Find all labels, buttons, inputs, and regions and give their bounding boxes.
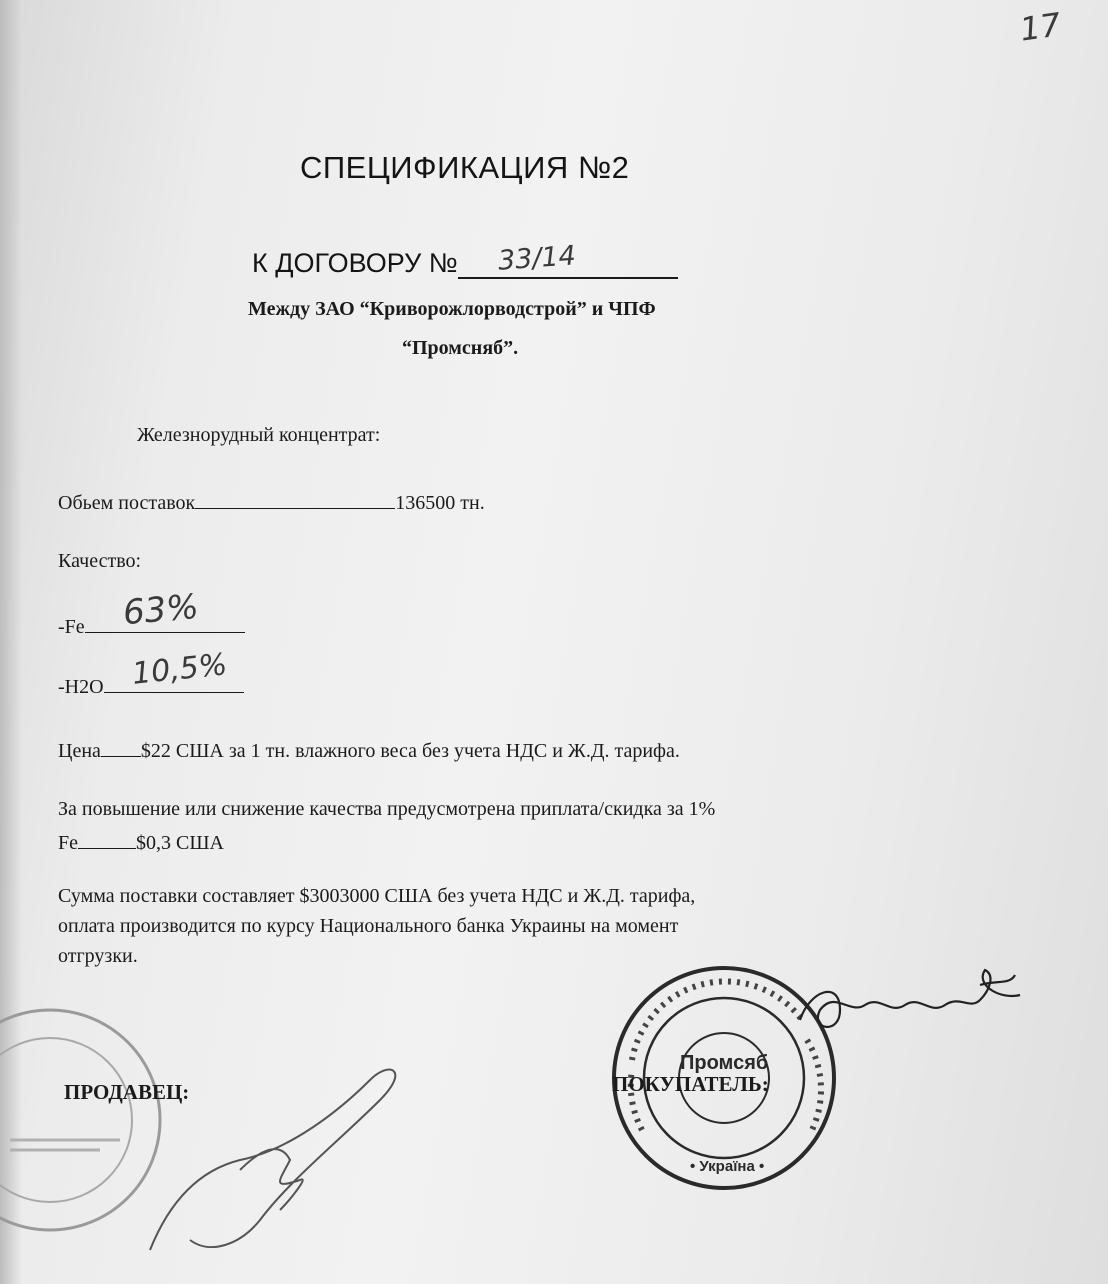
- contract-reference: [252, 240, 678, 279]
- h2o-row: [58, 647, 244, 699]
- h2o-blank: [104, 647, 244, 693]
- handwritten-fe-value: 63%: [121, 586, 200, 634]
- handwritten-h2o-value: 10,5%: [129, 647, 229, 692]
- adjustment-line-2: [58, 828, 224, 855]
- adjustment-line-1: За повышение или снижение качества предусмотрена приплата/скидка за 1%: [58, 798, 716, 820]
- price-label: Цена: [58, 740, 101, 762]
- product-name: Железнорудный концентрат:: [137, 424, 381, 446]
- volume-blank: [195, 488, 395, 509]
- h2o-label: -H2O: [58, 676, 104, 698]
- stamp-center-text: Промсяб: [680, 1052, 769, 1074]
- volume-value: 136500 тн.: [395, 492, 485, 514]
- parties-line-2: “Промсняб”.: [402, 337, 519, 359]
- fe-blank: [85, 586, 245, 634]
- adjustment-fe-label: Fe: [58, 832, 78, 854]
- seller-label: ПРОДАВЕЦ:: [64, 1080, 190, 1104]
- price-blank: [101, 736, 141, 757]
- document-title: СПЕЦИФИКАЦИЯ №2: [300, 150, 630, 185]
- adjustment-blank: [78, 828, 136, 849]
- sum-line-3: отгрузки.: [58, 945, 138, 967]
- handwritten-contract-number: 33/14: [496, 240, 577, 277]
- contract-label: К ДОГОВОРУ №: [252, 248, 458, 278]
- price-text: $22 США за 1 тн. влажного веса без учета НДС и Ж.Д. тарифа.: [140, 740, 680, 762]
- price-row: [58, 736, 680, 763]
- sum-line-2: оплата производится по курсу Национального банка Украины на момент: [58, 915, 679, 937]
- handwritten-page-number: 17: [1017, 5, 1064, 49]
- contract-number-line: [458, 240, 678, 279]
- sum-line-1: Сумма поставки составляет $3003000 США без учета НДС и Ж.Д. тарифа,: [58, 885, 696, 907]
- adjustment-fe-value: $0,3 США: [136, 832, 224, 854]
- quality-label: Качество:: [58, 550, 142, 572]
- volume-label: Обьем поставок: [58, 492, 196, 514]
- parties-line-1: Между ЗАО “Криворожлорводстрой” и ЧПФ: [248, 298, 656, 320]
- buyer-label: ПОКУПАТЕЛЬ:: [612, 1072, 769, 1096]
- stamp-country-text: • Україна •: [690, 1158, 765, 1175]
- fe-label: -Fe: [58, 616, 85, 638]
- fe-row: [58, 586, 245, 639]
- buyer-signature-icon: [780, 960, 1040, 1070]
- volume-row: [58, 488, 485, 515]
- seller-signature-icon: [140, 1050, 420, 1270]
